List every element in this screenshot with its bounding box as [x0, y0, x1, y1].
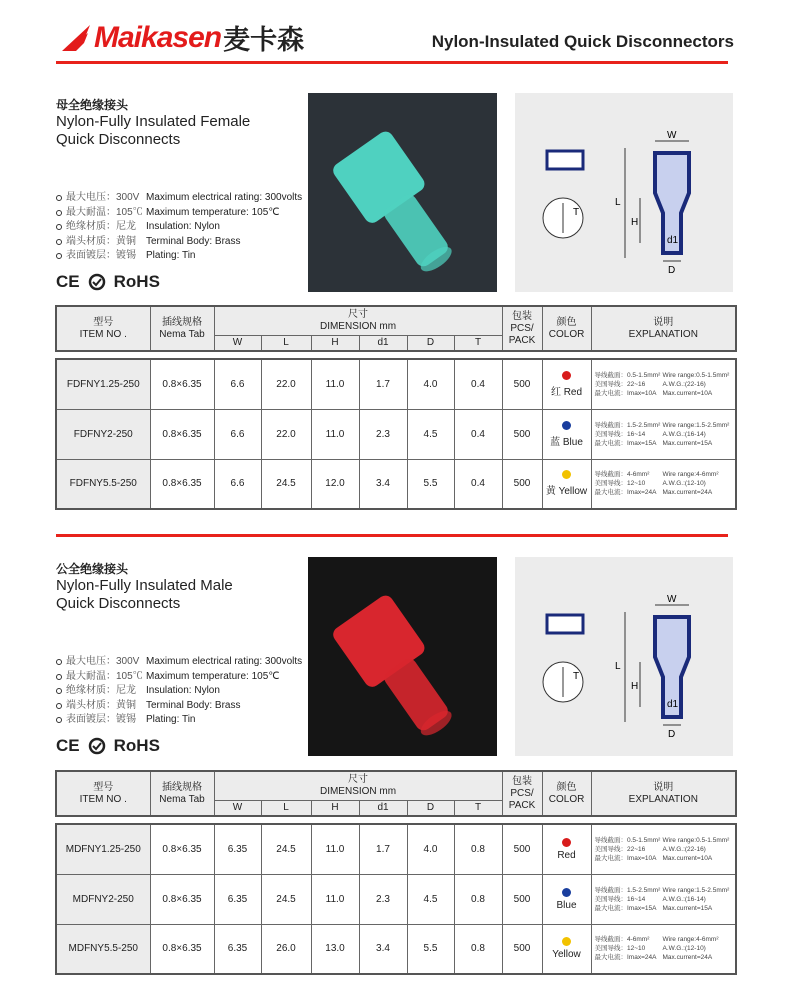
color-label: 黄 Yellow — [545, 486, 588, 498]
nema-tab: 0.8×6.35 — [150, 874, 214, 924]
nema-tab: 0.8×6.35 — [150, 824, 214, 874]
table-row — [56, 824, 736, 874]
diagram-label-l: L — [615, 661, 621, 672]
cell-pcs: 500 — [502, 874, 542, 924]
cell-pcs: 500 — [502, 824, 542, 874]
explanation-cell — [591, 409, 736, 459]
diagram-label-t: T — [573, 207, 580, 218]
explanation-line: A.W.G.:(22-16) — [662, 845, 706, 853]
spec-item — [56, 684, 302, 699]
cell-h: 13.0 — [311, 924, 359, 974]
cell-pcs: 500 — [502, 359, 542, 409]
col-item: 型号 ITEM NO . — [56, 771, 150, 816]
explanation-line: 美国导线：22~16 — [594, 845, 646, 853]
spec-item — [56, 235, 302, 250]
color-cell — [542, 459, 591, 509]
cell-pcs: 500 — [502, 409, 542, 459]
cell-d1: 2.3 — [359, 874, 407, 924]
col-tab: 插线规格 Nema Tab — [150, 306, 214, 351]
quality-seal-icon — [88, 737, 106, 755]
spec-en: Maximum temperature: 105℃ — [146, 206, 280, 218]
cell-pcs: 500 — [502, 459, 542, 509]
explanation-cell — [591, 359, 736, 409]
spec-en: Terminal Body: Brass — [146, 699, 241, 711]
explanation-cell — [591, 924, 736, 974]
col-dim: L — [261, 800, 311, 816]
cell-h: 11.0 — [311, 409, 359, 459]
spec-cn: 最大电压：300V — [66, 656, 140, 667]
col-dim: T — [454, 800, 502, 816]
explanation-line: 导线截面：1.5-2.5mm² — [594, 421, 661, 429]
color-dot-icon — [562, 888, 571, 897]
cell-d: 4.0 — [407, 824, 454, 874]
spec-en: Maximum temperature: 105℃ — [146, 670, 280, 682]
item-no: MDFNY5.5-250 — [56, 924, 150, 974]
color-cell — [542, 874, 591, 924]
diagram-label-h: H — [631, 217, 639, 228]
table-row — [56, 459, 736, 509]
cell-d1: 1.7 — [359, 824, 407, 874]
explanation-line: Max.current=10A — [662, 389, 713, 397]
nema-tab: 0.8×6.35 — [150, 459, 214, 509]
explanation-line: 导线截面：4-6mm² — [594, 936, 650, 944]
ce-mark: CE — [56, 272, 80, 291]
explanation-line: 最大电流：Imax=10A — [594, 854, 657, 862]
spec-en: Terminal Body: Brass — [146, 235, 241, 247]
explanation-line: 最大电流：Imax=24A — [594, 489, 657, 497]
explanation-line: Wire range:4-6mm² — [662, 471, 719, 479]
item-no: MDFNY1.25-250 — [56, 824, 150, 874]
cell-pcs: 500 — [502, 924, 542, 974]
color-label: 红 Red — [550, 386, 583, 398]
cell-d: 4.0 — [407, 359, 454, 409]
brand-name-cn: 麦卡森 — [223, 25, 305, 55]
section-title-cn: 公全绝缘接头 — [56, 562, 129, 576]
cell-t: 0.8 — [454, 824, 502, 874]
color-cell — [542, 409, 591, 459]
col-dim: W — [214, 335, 261, 351]
diagram-label-l: L — [615, 197, 621, 208]
cell-h: 11.0 — [311, 359, 359, 409]
cell-h: 11.0 — [311, 824, 359, 874]
spec-en: Insulation: Nylon — [146, 685, 220, 696]
diagram-label-d1: d1 — [667, 235, 679, 246]
spec-en: Maximum electrical rating: 300volts — [146, 656, 303, 667]
cell-l: 24.5 — [261, 459, 311, 509]
cell-d1: 3.4 — [359, 924, 407, 974]
cell-w: 6.6 — [214, 409, 261, 459]
explanation-line: 美国导线：12~10 — [594, 945, 646, 953]
spec-cn: 端头材质：黄铜 — [66, 699, 136, 711]
certifications — [56, 272, 160, 292]
nema-tab: 0.8×6.35 — [150, 359, 214, 409]
spec-item — [56, 220, 302, 235]
rohs-mark: RoHS — [113, 272, 160, 291]
explanation-line: 美国导线：12~10 — [594, 480, 646, 488]
col-dim: W — [214, 800, 261, 816]
explanation-line: Wire range:0.5-1.5mm² — [662, 836, 730, 844]
cell-t: 0.4 — [454, 359, 502, 409]
cell-t: 0.8 — [454, 874, 502, 924]
cell-w: 6.6 — [214, 459, 261, 509]
brand-name: Maikasen — [94, 20, 222, 54]
section-heading — [56, 96, 250, 149]
explanation-line: 最大电流：Imax=15A — [594, 904, 657, 912]
spec-item — [56, 699, 302, 714]
col-explanation: 说明 EXPLANATION — [591, 306, 736, 351]
spec-cn: 端头材质：黄铜 — [66, 235, 136, 247]
color-label: Blue — [556, 899, 577, 911]
explanation-cell — [591, 874, 736, 924]
explanation-line: 导线截面：1.5-2.5mm² — [594, 886, 661, 894]
col-explanation: 说明 EXPLANATION — [591, 771, 736, 816]
explanation-line: 美国导线：16~14 — [594, 430, 646, 438]
diagram-label-d1: d1 — [667, 699, 679, 710]
dimension-diagram — [515, 93, 733, 292]
spec-en: Insulation: Nylon — [146, 221, 220, 232]
col-item: 型号 ITEM NO . — [56, 306, 150, 351]
col-dim: H — [311, 335, 359, 351]
spec-table — [55, 823, 737, 975]
spec-table-header — [55, 770, 737, 817]
explanation-line: Max.current=10A — [662, 854, 713, 862]
color-label: Yellow — [552, 949, 581, 961]
nema-tab: 0.8×6.35 — [150, 409, 214, 459]
col-pack: 包装 PCS/ PACK — [502, 306, 542, 351]
document-title: Nylon-Insulated Quick Disconnectors — [431, 32, 734, 51]
diagram-label-w: W — [667, 594, 677, 605]
spec-cn: 最大电压：300V — [66, 192, 140, 203]
explanation-line: 最大电流：Imax=10A — [594, 389, 657, 397]
cell-w: 6.35 — [214, 924, 261, 974]
item-no: MDFNY2-250 — [56, 874, 150, 924]
table-row — [56, 874, 736, 924]
explanation-line: Wire range:1.5-2.5mm² — [662, 886, 730, 894]
nema-tab: 0.8×6.35 — [150, 924, 214, 974]
table-row — [56, 409, 736, 459]
bullet-icon — [56, 253, 62, 259]
explanation-line: Max.current=24A — [662, 954, 713, 962]
spec-list — [56, 191, 302, 264]
explanation-line: Max.current=15A — [662, 904, 713, 912]
item-no: FDFNY2-250 — [56, 409, 150, 459]
col-dim: L — [261, 335, 311, 351]
bullet-icon — [56, 688, 62, 694]
section-title-en: Quick Disconnects — [56, 131, 181, 148]
color-dot-icon — [562, 838, 571, 847]
explanation-line: A.W.G.:(22-16) — [662, 380, 706, 388]
bullet-icon — [56, 717, 62, 723]
rohs-mark: RoHS — [113, 736, 160, 755]
color-dot-icon — [562, 371, 571, 380]
explanation-line: Wire range:0.5-1.5mm² — [662, 371, 730, 379]
section-title-en: Quick Disconnects — [56, 595, 181, 612]
cell-d: 4.5 — [407, 874, 454, 924]
spec-item — [56, 655, 302, 670]
cell-d1: 2.3 — [359, 409, 407, 459]
item-no: FDFNY5.5-250 — [56, 459, 150, 509]
bullet-icon — [56, 224, 62, 230]
spec-cn: 表面镀层：镀锡 — [66, 714, 136, 725]
spec-item — [56, 249, 302, 264]
col-pack: 包装 PCS/ PACK — [502, 771, 542, 816]
color-dot-icon — [562, 470, 571, 479]
item-no: FDFNY1.25-250 — [56, 359, 150, 409]
divider — [56, 534, 728, 537]
spec-item — [56, 191, 302, 206]
cell-l: 22.0 — [261, 359, 311, 409]
bullet-icon — [56, 195, 62, 201]
diagram-label-h: H — [631, 681, 639, 692]
divider — [56, 61, 728, 64]
explanation-line: Max.current=24A — [662, 489, 713, 497]
cell-d: 5.5 — [407, 924, 454, 974]
cell-t: 0.4 — [454, 409, 502, 459]
explanation-line: Max.current=15A — [662, 439, 713, 447]
col-dim: d1 — [359, 335, 407, 351]
cell-w: 6.35 — [214, 874, 261, 924]
bullet-icon — [56, 703, 62, 709]
product-photo — [308, 557, 497, 756]
col-dim: d1 — [359, 800, 407, 816]
col-dim: D — [407, 335, 454, 351]
col-tab: 插线规格 Nema Tab — [150, 771, 214, 816]
col-color: 颜色 COLOR — [542, 306, 591, 351]
section-title-cn: 母全绝缘接头 — [56, 98, 129, 112]
color-cell — [542, 924, 591, 974]
bullet-icon — [56, 659, 62, 665]
col-dimension: 尺寸 DIMENSION mm — [214, 306, 502, 335]
col-dim: H — [311, 800, 359, 816]
col-dimension: 尺寸 DIMENSION mm — [214, 771, 502, 800]
cell-w: 6.6 — [214, 359, 261, 409]
diagram-label-w: W — [667, 130, 677, 141]
table-row — [56, 924, 736, 974]
col-dim: D — [407, 800, 454, 816]
ce-mark: CE — [56, 736, 80, 755]
spec-cn: 绝缘材质：尼龙 — [66, 221, 136, 232]
cell-d: 5.5 — [407, 459, 454, 509]
explanation-cell — [591, 824, 736, 874]
cell-d1: 3.4 — [359, 459, 407, 509]
spec-item — [56, 206, 302, 221]
explanation-line: A.W.G.:(12-10) — [662, 480, 706, 488]
spec-item — [56, 670, 302, 685]
spec-en: Maximum electrical rating: 300volts — [146, 192, 303, 203]
spec-list — [56, 655, 302, 728]
section-title-en: Nylon-Fully Insulated Male — [56, 577, 233, 594]
explanation-line: 美国导线：22~16 — [594, 380, 646, 388]
spec-cn: 最大耐温：105℃ — [66, 206, 143, 218]
wing-logo-icon — [60, 23, 94, 53]
spec-cn: 表面镀层：镀锡 — [66, 250, 136, 261]
diagram-label-d: D — [668, 729, 676, 740]
cell-l: 22.0 — [261, 409, 311, 459]
explanation-line: 导线截面：0.5-1.5mm² — [594, 836, 661, 844]
section-title-en: Nylon-Fully Insulated Female — [56, 113, 251, 130]
explanation-line: A.W.G.:(16-14) — [662, 895, 706, 903]
bullet-icon — [56, 210, 62, 216]
explanation-line: Wire range:1.5-2.5mm² — [662, 421, 730, 429]
quality-seal-icon — [88, 273, 106, 291]
diagram-label-t: T — [573, 671, 580, 682]
spec-en: Plating: Tin — [146, 250, 196, 261]
explanation-line: Wire range:4-6mm² — [662, 936, 719, 944]
certifications — [56, 736, 160, 756]
spec-en: Plating: Tin — [146, 714, 196, 725]
explanation-line: A.W.G.:(16-14) — [662, 430, 706, 438]
explanation-line: 导线截面：0.5-1.5mm² — [594, 371, 661, 379]
spec-table — [55, 358, 737, 510]
color-cell — [542, 359, 591, 409]
bullet-icon — [56, 239, 62, 245]
color-dot-icon — [562, 937, 571, 946]
cell-d: 4.5 — [407, 409, 454, 459]
cell-h: 12.0 — [311, 459, 359, 509]
cell-l: 24.5 — [261, 824, 311, 874]
cell-h: 11.0 — [311, 874, 359, 924]
diagram-label-d: D — [668, 265, 676, 276]
cell-l: 24.5 — [261, 874, 311, 924]
color-label: 蓝 Blue — [550, 436, 583, 448]
color-label: Red — [557, 849, 576, 861]
spec-item — [56, 713, 302, 728]
explanation-line: 最大电流：Imax=24A — [594, 954, 657, 962]
cell-t: 0.4 — [454, 459, 502, 509]
explanation-line: 导线截面：4-6mm² — [594, 471, 650, 479]
color-dot-icon — [562, 421, 571, 430]
explanation-line: 最大电流：Imax=15A — [594, 439, 657, 447]
table-row — [56, 359, 736, 409]
section-heading — [56, 560, 233, 613]
color-cell — [542, 824, 591, 874]
spec-cn: 绝缘材质：尼龙 — [66, 685, 136, 696]
cell-d1: 1.7 — [359, 359, 407, 409]
cell-w: 6.35 — [214, 824, 261, 874]
explanation-line: A.W.G.:(12-10) — [662, 945, 706, 953]
col-color: 颜色 COLOR — [542, 771, 591, 816]
explanation-cell — [591, 459, 736, 509]
spec-cn: 最大耐温：105℃ — [66, 670, 143, 682]
cell-t: 0.8 — [454, 924, 502, 974]
cell-l: 26.0 — [261, 924, 311, 974]
explanation-line: 美国导线：16~14 — [594, 895, 646, 903]
bullet-icon — [56, 674, 62, 680]
col-dim: T — [454, 335, 502, 351]
product-photo — [308, 93, 497, 292]
spec-table-header — [55, 305, 737, 352]
brand-logo — [60, 18, 304, 57]
dimension-diagram — [515, 557, 733, 756]
